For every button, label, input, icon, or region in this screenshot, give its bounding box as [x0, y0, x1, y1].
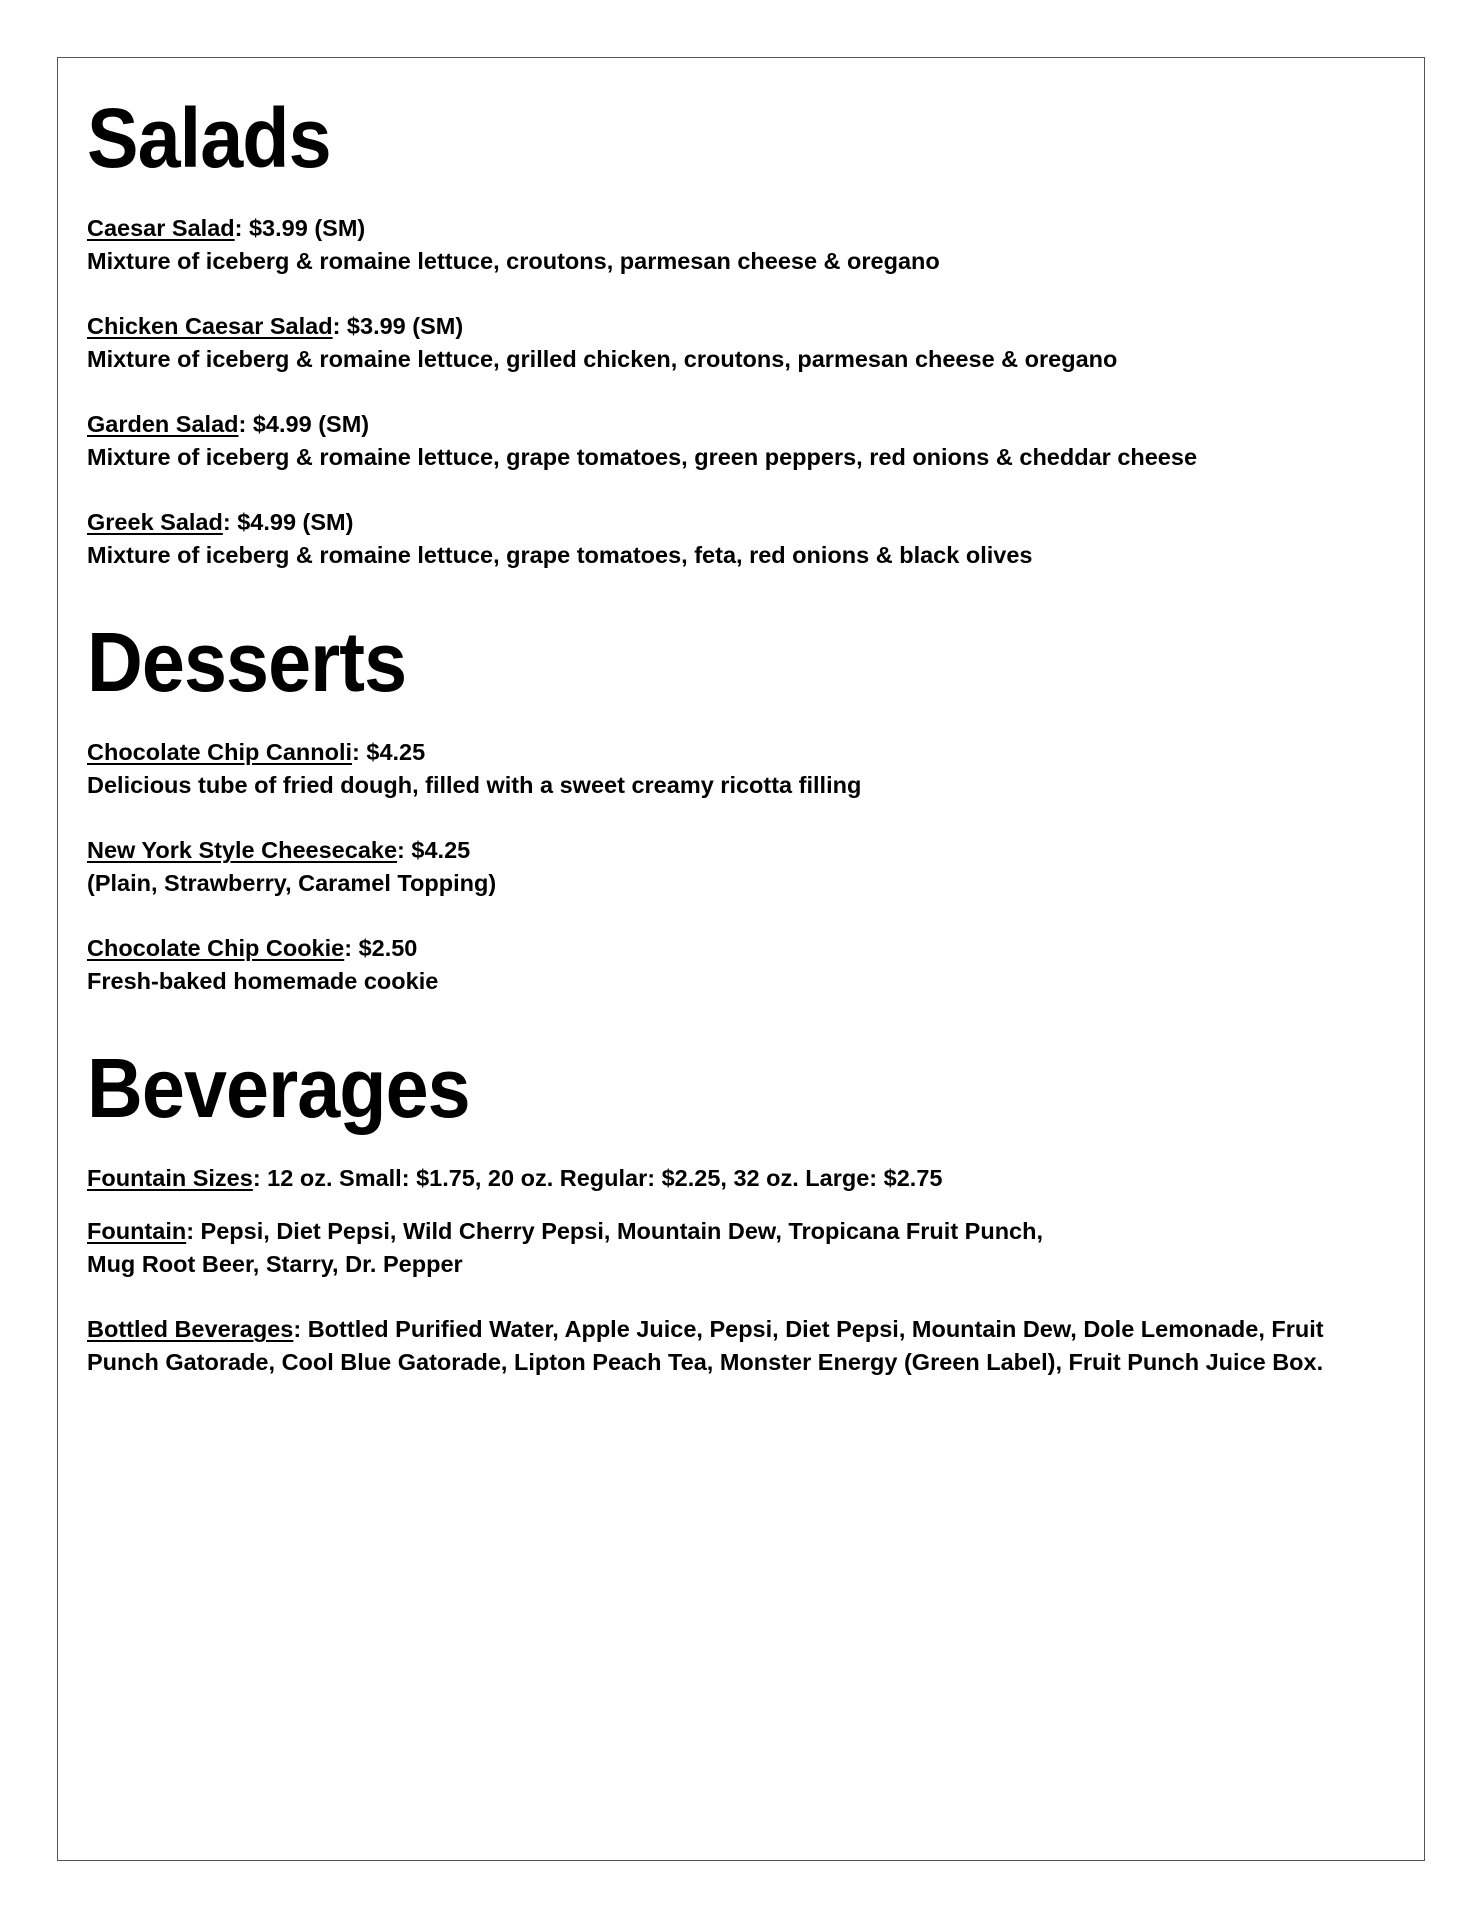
item-text-continued: Mug Root Beer, Starry, Dr. Pepper — [87, 1251, 463, 1277]
beverage-bottled — [87, 1313, 1407, 1379]
item-text: : Pepsi, Diet Pepsi, Wild Cherry Pepsi, Mountain Dew, Tropicana Fruit Punch, — [186, 1218, 1044, 1244]
item-name: Caesar Salad — [87, 215, 235, 241]
beverage-fountain-sizes — [87, 1162, 1407, 1195]
item-text: : Bottled Purified Water, Apple Juice, Pepsi, Diet Pepsi, Mountain Dew, Dole Lemonade, Fruit — [293, 1316, 1324, 1342]
item-description: Mixture of iceberg & romaine lettuce, croutons, parmesan cheese & oregano — [87, 248, 940, 274]
item-name: Greek Salad — [87, 509, 223, 535]
menu-item-cheesecake — [87, 834, 1407, 900]
item-description: Mixture of iceberg & romaine lettuce, grape tomatoes, feta, red onions & black olives — [87, 542, 1033, 568]
item-description: Mixture of iceberg & romaine lettuce, grilled chicken, croutons, parmesan cheese & oregano — [87, 346, 1118, 372]
menu-item-chocolate-chip-cannoli — [87, 736, 1407, 802]
item-name: Fountain Sizes — [87, 1165, 253, 1191]
menu-content — [87, 90, 1407, 1379]
item-name: Chocolate Chip Cookie — [87, 935, 345, 961]
item-description: Fresh-baked homemade cookie — [87, 968, 439, 994]
item-description: Delicious tube of fried dough, filled with a sweet creamy ricotta filling — [87, 772, 862, 798]
item-name: New York Style Cheesecake — [87, 837, 398, 863]
beverage-fountain — [87, 1215, 1407, 1281]
item-name: Bottled Beverages — [87, 1316, 294, 1342]
menu-item-greek-salad — [87, 506, 1407, 572]
item-price: : $4.99 (SM) — [222, 509, 354, 535]
beverages-heading: Beverages — [87, 1041, 470, 1135]
menu-item-caesar-salad — [87, 212, 1407, 278]
item-price: : $4.99 (SM) — [238, 411, 370, 437]
item-name: Fountain — [87, 1218, 187, 1244]
desserts-heading: Desserts — [87, 615, 407, 709]
item-price: : $3.99 (SM) — [234, 215, 366, 241]
item-price: : $3.99 (SM) — [332, 313, 464, 339]
item-name: Chicken Caesar Salad — [87, 313, 333, 339]
salads-heading: Salads — [87, 91, 331, 185]
item-price: : $4.25 — [397, 837, 471, 863]
item-description: (Plain, Strawberry, Caramel Topping) — [87, 870, 497, 896]
menu-item-chicken-caesar-salad — [87, 310, 1407, 376]
item-price: : $2.50 — [344, 935, 418, 961]
menu-item-chocolate-chip-cookie — [87, 932, 1407, 998]
item-price: : $4.25 — [352, 739, 426, 765]
item-name: Chocolate Chip Cannoli — [87, 739, 353, 765]
item-name: Garden Salad — [87, 411, 239, 437]
menu-item-garden-salad — [87, 408, 1407, 474]
item-text-continued: Punch Gatorade, Cool Blue Gatorade, Lipton Peach Tea, Monster Energy (Green Label), Fruit Punch Juice Box. — [87, 1349, 1324, 1375]
item-text: : 12 oz. Small: $1.75, 20 oz. Regular: $2.25, 32 oz. Large: $2.75 — [252, 1165, 943, 1191]
item-description: Mixture of iceberg & romaine lettuce, grape tomatoes, green peppers, red onions & cheddar cheese — [87, 444, 1198, 470]
